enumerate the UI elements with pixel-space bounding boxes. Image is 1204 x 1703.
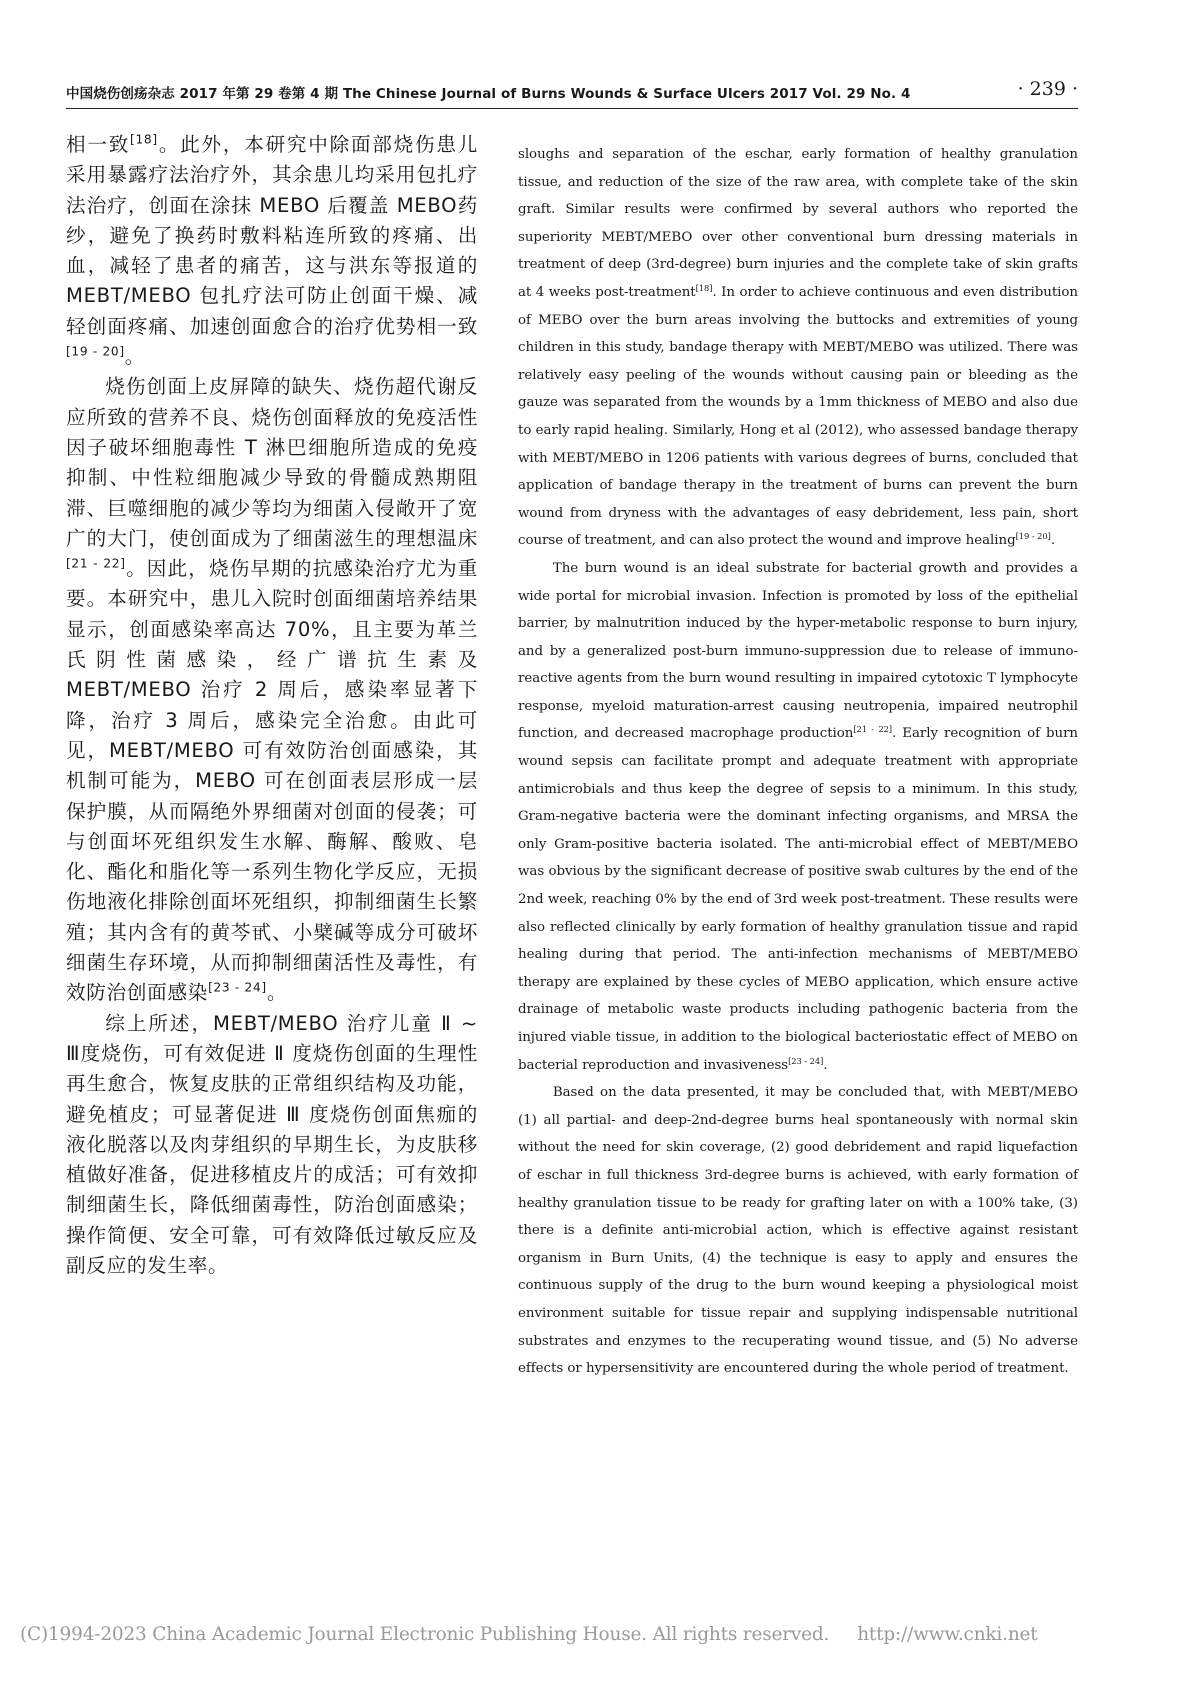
text-run: . Early recognition of burn wound sepsis can facilitate prompt and adequate treatment with appropriate antimicrobials and thus keep the degree of sepsis to a minimum. In this study, Gram-negative bacteria were the dominant infecting organisms, and MRSA the only Gram-positive bacteria isolated. The anti-microbial effect of MEBT/MEBO was obvious by the significant decrease of positive swab cultures by the end of the 2nd week, reaching 0% by the end of 3rd week post-treatment. These results were also reflected clinically by early formation of healthy granulation tissue and rapid healing during that period. The anti-infection mechanisms of MEBT/MEBO therapy are explained by these cycles of MEBO application, which ensure active drainage of metabolic waste products including pathogenic bacteria from the injured viable tissue, in addition to the biological bacteriostatic effect of MEBO on bacterial reproduction and invasiveness	[518, 726, 1079, 1073]
text-run: 烧伤创面上皮屏障的缺失、烧伤超代谢反应所致的营养不良、烧伤创面释放的免疫活性因子破坏细胞毒性 T 淋巴细胞所造成的免疫抑制、中性粒细胞减少导致的骨髓成熟期阻滞、巨噬细胞的减少等均为细菌入侵敞开了宽广的大门，使创面成为了细菌滋生的理想温床	[66, 375, 478, 550]
text-run: .	[1050, 533, 1056, 549]
page-number: · 239 ·	[1017, 78, 1078, 100]
citation: [19 - 20]	[66, 344, 125, 359]
paragraph: Based on the data presented, it may be concluded that, with MEBT/MEBO (1) all partial- and deep-2nd-degree burns heal spontaneously with normal skin without the need for skin coverage, (2) good debridement and rapid liquefaction of eschar in full thickness 3rd-degree burns is achieved, with early formation of healthy granulation tissue to be ready for grafting later on with a 100% take, (3) there is a definite anti-microbial action, which is effective against resistant organism in Burn Units, (4) the technique is easy to apply and ensures the continuous supply of the drug to the burn wound keeping a physiological moist environment suitable for tissue repair and supplying indispensable nutritional substrates and enzymes to the recuperating wound tissue, and (5) No adverse effects or hypersensitivity are encountered during the whole period of treatment.	[518, 1085, 1078, 1377]
copyright-footer	[20, 1624, 1180, 1645]
text-run: The burn wound is an ideal substrate for bacterial growth and provides a wide portal for microbial invasion. Infection is promoted by loss of the epithelial barrier, by malnutrition induced by the hyper-metabolic response to burn injury, and by a generalized post-burn immuno-suppression due to release of immuno-reactive agents from the burn wound resulting in impaired cytotoxic T lymphocyte response, myeloid maturation-arrest causing neutropenia, impaired neutrophil function, and decreased macrophage production	[518, 560, 1078, 742]
text-run: .	[823, 1057, 828, 1073]
text-run: . In order to achieve continuous and even distribution of MEBO over the burn areas involving the buttocks and extremities of young children in this study, bandage therapy with MEBT/MEBO was utilized. There was relatively easy peeling of the wounds without causing pain or bleeding as the gauze was separated from the wounds by a 1mm thickness of MEBO and also due to early rapid healing. Similarly, Hong et al (2012), who assessed bandage therapy with MEBT/MEBO in 1206 patients with various degrees of burns, concluded that application of bandage therapy in the treatment of burns can prevent the burn wound from dryness with the advantages of easy debridement, less pain, short course of treatment, and can also protect the wound and improve healing	[518, 284, 1079, 549]
paragraph	[518, 141, 1078, 555]
text-run: sloughs and separation of the eschar, early formation of healthy granulation tissue, and reduction of the size of the raw area, with complete take of the skin graft. Similar results were confirmed by several authors who reported the superiority MEBT/MEBO over other conventional burn dressing materials in treatment of deep (3rd-degree) burn injuries and the complete take of skin grafts at 4 weeks post-treatment	[518, 147, 1078, 300]
text-run: 。	[124, 345, 146, 369]
text-run: 相一致	[66, 133, 131, 156]
journal-title: 中国烧伤创疡杂志 2017 年第 29 卷第 4 期 The Chinese Journal of Burns Wounds & Surface Ulcers 2017 Vol. 29 No. 4	[66, 86, 911, 102]
citation: [23 - 24]	[208, 981, 267, 996]
citation: [19 - 20]	[1015, 531, 1051, 542]
copyright-text: (C)1994-2023 China Academic Journal Electronic Publishing House. All rights reserved.	[20, 1624, 830, 1645]
running-header	[66, 78, 1078, 109]
paragraph	[66, 130, 478, 372]
text-run: 。此外，本研究中除面部烧伤患儿采用暴露疗法治疗外，其余患儿均采用包扎疗法治疗，创面在涂抹 MEBO 后覆盖 MEBO药纱，避免了换药时敷料粘连所致的疼痛、出血，减轻了患者的痛苦，这与洪东等报道的 MEBT/MEBO 包扎疗法可防止创面干燥、减轻创面疼痛、加速创面愈合的治疗优势相一致	[66, 133, 478, 338]
text-run: 。因此，烧伤早期的抗感染治疗尤为重要。本研究中，患儿入院时创面细菌培养结果显示，创面感染率高达 70%，且主要为革兰氏阴性菌感染，经广谱抗生素及 MEBT/MEBO 治疗 2 周后，感染率显著下降，治疗 3 周后，感染完全治愈。由此可见，MEBT/MEBO 可有效防治创面感染，其机制可能为，MEBO 可在创面表层形成一层保护膜，从而隔绝外界细菌对创面的侵袭；可与创面坏死组织发生水解、酶解、酸败、皂化、酯化和脂化等一系列生物化学反应，无损伤地液化排除创面坏死组织，抑制细菌生长繁殖；其内含有的黄芩甙、小檗碱等成分可破坏细菌生存环境，从而抑制细菌活性及毒性，有效防治创面感染	[66, 557, 478, 1005]
citation: [23 - 24]	[788, 1055, 824, 1066]
english-text-column	[518, 141, 1078, 1383]
citation: [21 - 22]	[853, 724, 893, 735]
citation: [18]	[695, 282, 713, 293]
footer-url: http://www.cnki.net	[857, 1624, 1038, 1645]
chinese-text-column	[66, 130, 478, 1281]
citation: [21 - 22]	[66, 556, 126, 571]
text-run: 。	[266, 981, 288, 1005]
paragraph	[66, 372, 478, 1008]
paragraph: 综上所述，MEBT/MEBO 治疗儿童 Ⅱ ~ Ⅲ度烧伤，可有效促进 Ⅱ 度烧伤创面的生理性再生愈合，恢复皮肤的正常组织结构及功能，避免植皮；可显著促进 Ⅲ 度烧伤创面焦痂的液化脱落以及肉芽组织的早期生长，为皮肤移植做好准备，促进移植皮片的成活；可有效抑制细菌生长，降低细菌毒性，防治创面感染；操作简便、安全可靠，可有效降低过敏反应及副反应的发生率。	[66, 1011, 478, 1277]
paragraph	[518, 555, 1078, 1079]
citation: [18]	[130, 132, 158, 147]
